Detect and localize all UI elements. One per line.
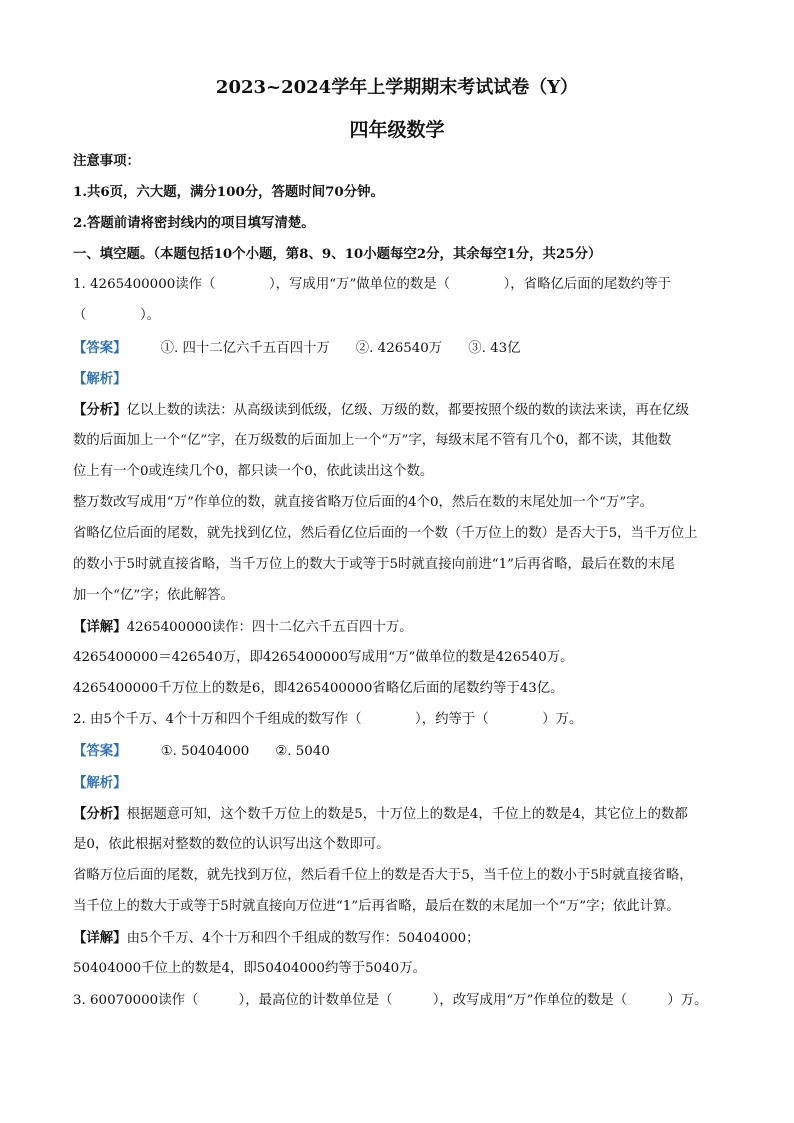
answer-label: 【答案】 [73,743,127,759]
q2-text-line-1: 2. 由5个千万、4个十万和四个千组成的数写作（ ），约等于（ ）万。 [73,712,583,727]
q1-analysis-line-7: 加一个“亿”字；依此解答。 [73,588,234,603]
notes-line-2: 2.答题前请将密封线内的项目填写清楚。 [73,215,315,231]
fenxi-label: 【分析】 [73,402,127,418]
q2-answer-row [73,742,743,761]
xiangjie-label: 【详解】 [73,619,127,635]
notes-line-1: 1.共6页，六大题，满分100分，答题时间70分钟。 [73,184,384,200]
q2-detail-line-2: 50404000千位上的数是4，即50404000约等于5040万。 [73,961,426,976]
exam-title: 2023~2024学年上学期期末考试试卷（Y） [215,77,579,98]
q1-answer-2: ②. 426540万 [355,341,443,356]
q1-answer-row [73,339,743,358]
q2-answer-1: ①. 50404000 [160,744,250,759]
q1-answer-1: ①. 四十二亿六千五百四十万 [160,341,330,356]
q1-analysis-line-4: 整万数改写成用“万”作单位的数，就直接省略万位后面的4个0，然后在数的末尾处加一个“万”字。 [73,495,654,510]
notes-heading: 注意事项： [73,153,140,169]
q1-analysis-line-3: 位上有一个0或连续几个0，都只读一个0，依此读出这个数。 [73,464,434,479]
q1-detail-line-3: 4265400000千万位上的数是6，即4265400000省略亿后面的尾数约等于43亿。 [73,681,564,696]
q2-analysis-line-1: 【分析】根据题意可知，这个数千万位上的数是5，十万位上的数是4，千位上的数是4，其它位上的数都 [73,806,688,822]
q1-text-line-2: （ ）。 [73,308,161,323]
q1-detail-line-1: 【详解】4265400000读作：四十二亿六千五百四十万。 [73,619,413,635]
q2-analysis-line-4: 当千位上的数大于或等于5时就直接向万位进“1”后再省略，最后在数的末尾加一个“万”字；依此计算。 [73,899,680,914]
q1-analysis-line-5: 省略亿位后面的尾数，就先找到亿位，然后看亿位后面的一个数（千万位上的数）是否大于5，当千万位上 [73,526,698,541]
section-1-heading: 一、填空题。（本题包括10个小题，第8、9、10小题每空2分，其余每空1分，共25分） [73,246,602,262]
q1-detail-line-2: 4265400000＝426540万，即4265400000写成用“万”做单位的数是426540万。 [73,650,574,665]
q3-text-line-1: 3. 60070000读作（ ），最高位的计数单位是（ ），改写成用“万”作单位的数是（ ）万。 [73,993,708,1008]
q2-analysis-line-2: 是0，依此根据对整数的数位的认识写出这个数即可。 [73,837,390,852]
q1-answer-3: ③. 43亿 [468,341,521,356]
q2-analysis-line-3: 省略万位后面的尾数，就先找到万位，然后看千位上的数是否大于5，当千位上的数小于5时就直接省略， [73,868,693,883]
q2-analysis-label: 【解析】 [73,775,127,791]
xiangjie-label: 【详解】 [73,930,127,946]
answer-label: 【答案】 [73,340,127,356]
exam-subtitle: 四年级数学 [349,119,445,141]
q2-detail-line-1: 【详解】由5个千万、4个十万和四个千组成的数写作：50404000； [73,930,480,946]
q1-analysis-line-1: 【分析】亿以上数的读法：从高级读到低级，亿级、万级的数，都要按照个级的数的读法来读，再在亿级 [73,402,689,418]
fenxi-label: 【分析】 [73,806,127,822]
q2-answer-2: ②. 5040 [275,744,330,759]
q1-analysis-label: 【解析】 [73,371,127,387]
q1-text-line-1: 1. 4265400000读作（ ），写成用“万”做单位的数是（ ），省略亿后面的尾数约等于 [73,277,671,292]
q1-analysis-line-6: 的数小于5时就直接省略，当千万位上的数大于或等于5时就直接向前进“1”后再省略，最后在数的末尾 [73,557,675,572]
q1-analysis-line-2: 数的后面加上一个“亿”字，在万级数的后面加上一个“万”字，每级末尾不管有几个0，都不读，其他数 [73,433,672,448]
